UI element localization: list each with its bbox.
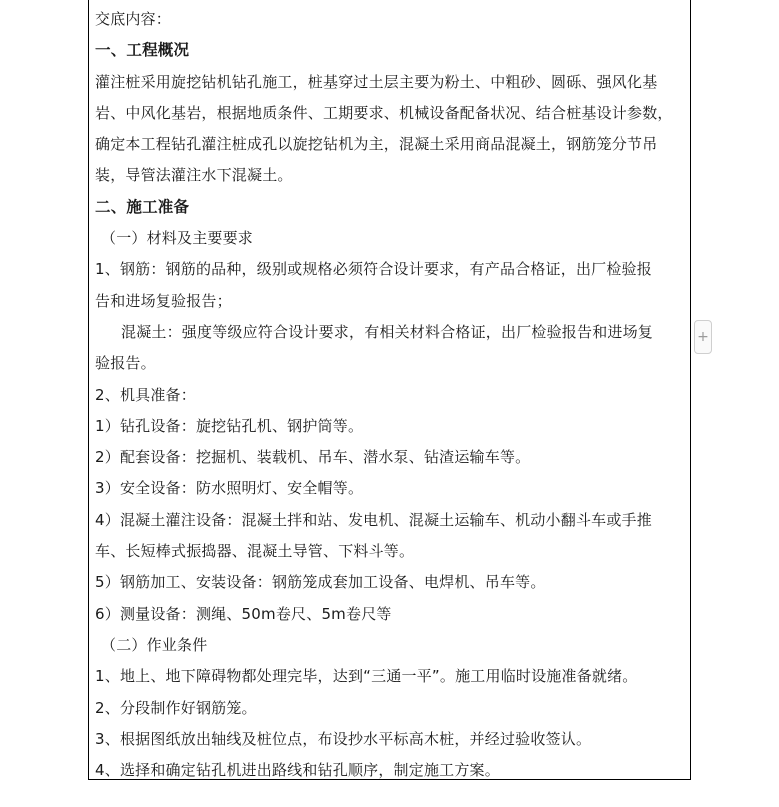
section-heading-preparation: 二、施工准备 bbox=[95, 197, 190, 216]
paragraph-line: 2、机具准备： bbox=[95, 385, 196, 404]
paragraph-line: 告和进场复验报告； bbox=[95, 291, 232, 310]
list-item: 5）钢筋加工、安装设备：钢筋笼成套加工设备、电焊机、吊车等。 bbox=[95, 573, 546, 592]
list-item: 2、分段制作好钢筋笼。 bbox=[95, 698, 257, 717]
content-label: 交底内容： bbox=[95, 10, 172, 28]
list-item: 4、选择和确定钻孔机进出路线和钻孔顺序，制定施工方案。 bbox=[95, 761, 500, 780]
list-item: 2）配套设备：挖掘机、装载机、吊车、潜水泵、钻渣运输车等。 bbox=[95, 448, 531, 467]
paragraph-line: 1、钢筋：钢筋的品种，级别或规格必须符合设计要求，有产品合格证，出厂检验报 bbox=[95, 260, 652, 279]
paragraph-line: 确定本工程钻孔灌注桩成孔以旋挖钻机为主，混凝土采用商品混凝土，钢筋笼分节吊 bbox=[95, 135, 658, 154]
paragraph-line: 灌注桩采用旋挖钻机钻孔施工，桩基穿过土层主要为粉土、中粗砂、圆砾、强风化基 bbox=[95, 72, 658, 91]
section-heading-overview: 一、工程概况 bbox=[95, 41, 190, 60]
disclosure-content-cell bbox=[88, 0, 691, 780]
paragraph-line: 岩、中风化基岩，根据地质条件、工期要求、机械设备配备状况、结合桩基设计参数， bbox=[95, 103, 673, 122]
list-item: 1、地上、地下障碍物都处理完毕，达到“三通一平”。施工用临时设施准备就绪。 bbox=[95, 667, 638, 686]
list-item: 车、长短棒式振捣器、混凝土导管、下料斗等。 bbox=[95, 542, 415, 561]
list-item: 6）测量设备：测绳、50m卷尺、5m卷尺等 bbox=[95, 604, 392, 623]
add-button[interactable]: + bbox=[694, 320, 712, 354]
paragraph-line: 装，导管法灌注水下混凝土。 bbox=[95, 166, 293, 185]
list-item: 3、根据图纸放出轴线及桩位点，布设抄水平标高木桩，并经过验收签认。 bbox=[95, 729, 592, 748]
list-item: 1）钻孔设备：旋挖钻孔机、钢护筒等。 bbox=[95, 416, 364, 435]
list-item: 4）混凝土灌注设备：混凝土拌和站、发电机、混凝土运输车、机动小翻斗车或手推 bbox=[95, 510, 652, 529]
subsection-heading-materials: （一）材料及主要要求 bbox=[101, 229, 254, 248]
list-item: 3）安全设备：防水照明灯、安全帽等。 bbox=[95, 479, 364, 498]
paragraph-line: 验报告。 bbox=[95, 354, 156, 373]
subsection-heading-conditions: （二）作业条件 bbox=[101, 635, 208, 654]
paragraph-line: 混凝土：强度等级应符合设计要求，有相关材料合格证，出厂检验报告和进场复 bbox=[121, 322, 654, 341]
